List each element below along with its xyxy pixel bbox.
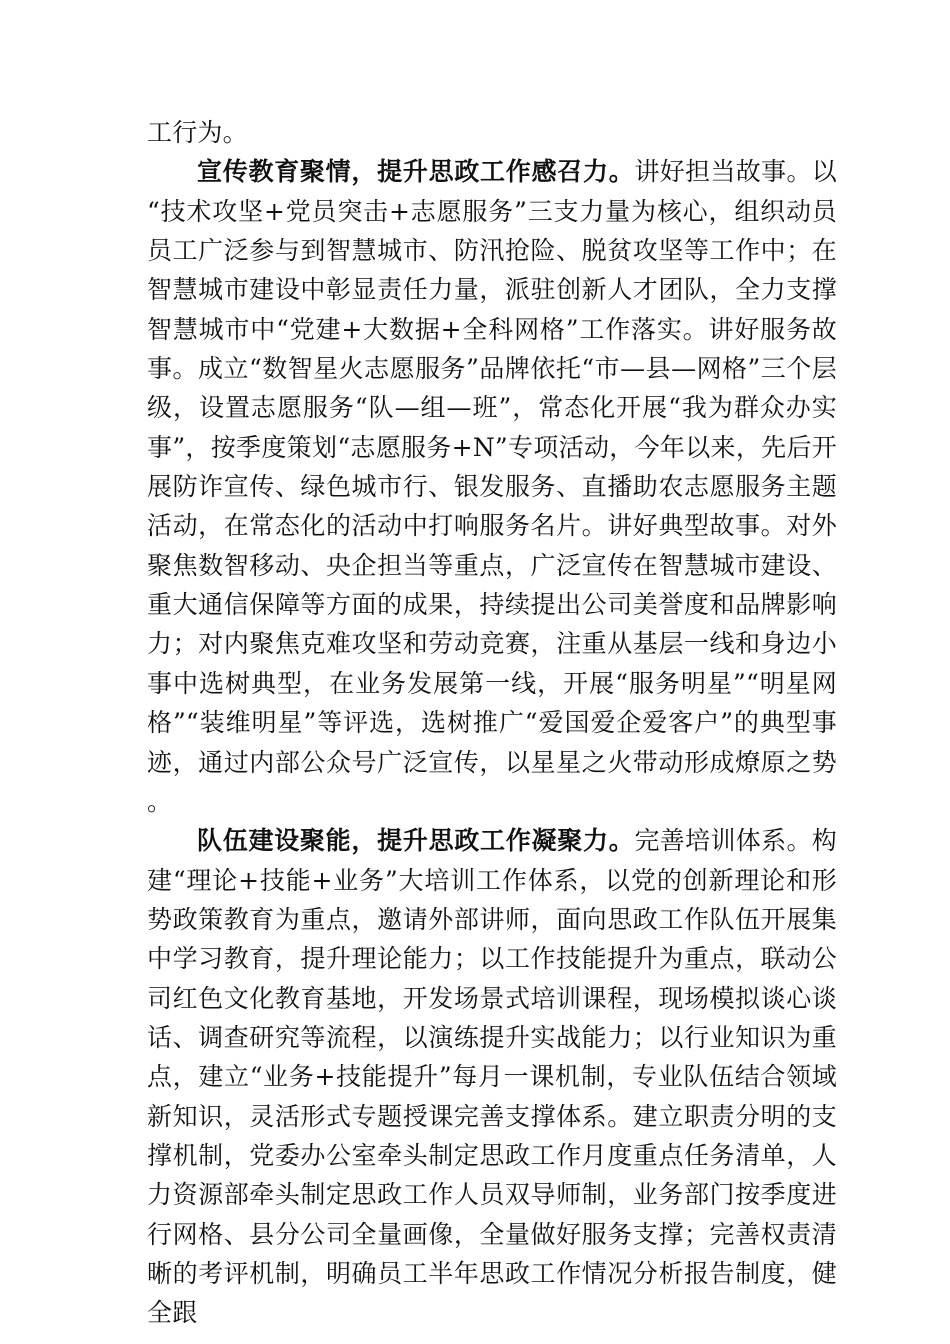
paragraph-team-building — [147, 821, 837, 1332]
paragraph-body: 工行为。 — [147, 118, 248, 147]
paragraph-heading: 队伍建设聚能，提升思政工作凝聚力。 — [197, 826, 635, 856]
paragraph-publicity-education — [147, 152, 837, 821]
document-page — [147, 113, 837, 1333]
paragraph-continuation — [147, 113, 837, 152]
paragraph-heading: 宣传教育聚情，提升思政工作感召力。 — [197, 157, 635, 187]
paragraph-body: 讲好担当故事。以“技术攻坚+党员突击+志愿服务”三支力量为核心，组织动员员工广泛参与到智慧城市、防汛抢险、脱贫攻坚等工作中；在智慧城市建设中彰显责任力量，派驻创新人才团队，全力支撑智慧城市中“党建+大数据+全科网格”工作落实。讲好服务故事。成立“数智星火志愿服务”品牌依托“市—县—网格”三个层级，设置志愿服务“队—组—班”，常态化开展“我为群众办实事”，按季度策划“志愿服务+N”专项活动，今年以来，先后开展防诈宣传、绿色城市行、银发服务、直播助农志愿服务主题活动，在常态化的活动中打响服务名片。讲好典型故事。对外聚焦数智移动、央企担当等重点，广泛宣传在智慧城市建设、重大通信保障等方面的成果，持续提出公司美誉度和品牌影响力；对内聚焦克难攻坚和劳动竞赛，注重从基层一线和身边小事中选树典型，在业务发展第一线，开展“服务明星”“明星网格”“装维明星”等评选，选树推广“爱国爱企爱客户”的典型事迹，通过内部公众号广泛宣传，以星星之火带动形成燎原之势。 — [147, 157, 837, 816]
paragraph-body: 完善培训体系。构建“理论+技能+业务”大培训工作体系，以党的创新理论和形势政策教育为重点，邀请外部讲师，面向思政工作队伍开展集中学习教育，提升理论能力；以工作技能提升为重点，联动公司红色文化教育基地，开发场景式培训课程，现场模拟谈心谈话、调查研究等流程，以演练提升实战能力；以行业知识为重点，建立“业务+技能提升”每月一课机制，专业队伍结合领域新知识，灵活形式专题授课完善支撑体系。建立职责分明的支撑机制，党委办公室牵头制定思政工作月度重点任务清单，人力资源部牵头制定思政工作人员双导师制，业务部门按季度进行网格、县分公司全量画像，全量做好服务支撑；完善权责清晰的考评机制，明确员工半年思政工作情况分析报告制度，健全跟 — [147, 826, 837, 1328]
